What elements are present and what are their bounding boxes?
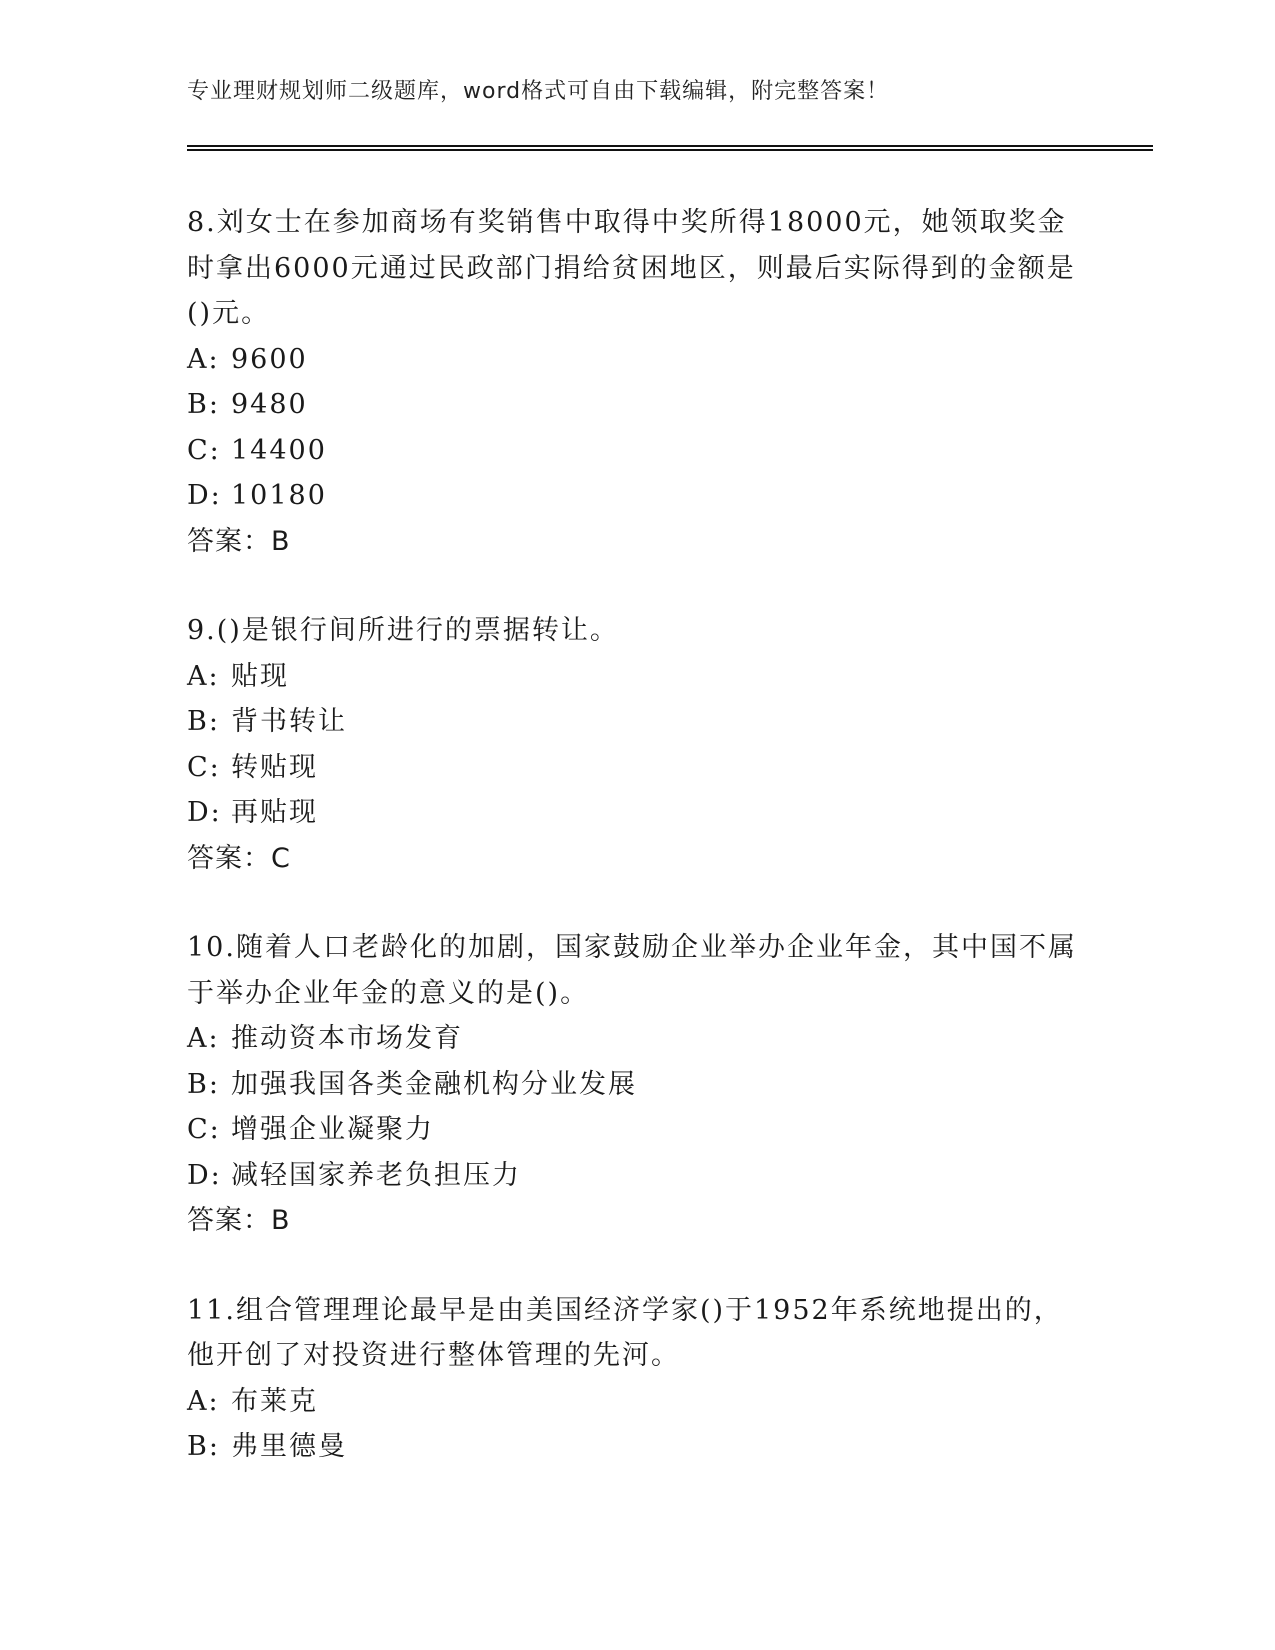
option-text: 9600	[231, 343, 308, 375]
option-label: D:	[187, 1159, 222, 1191]
option-b	[187, 1424, 1087, 1470]
option-text: 贴现	[231, 660, 289, 692]
option-text: 推动资本市场发育	[231, 1023, 463, 1054]
answer-line: 答案：B	[187, 525, 291, 557]
option-label: C:	[187, 1114, 221, 1145]
option-label: B:	[187, 389, 220, 420]
answer-line: 答案：B	[187, 1205, 291, 1236]
option-b	[187, 699, 1087, 745]
option-a	[187, 1016, 1087, 1062]
option-text: 再贴现	[231, 797, 318, 828]
option-text: 布莱克	[231, 1385, 318, 1417]
option-label: A:	[187, 1385, 220, 1417]
option-d	[187, 790, 1087, 836]
option-a	[187, 654, 1087, 700]
option-c	[187, 745, 1087, 791]
option-text: 增强企业凝聚力	[231, 1114, 434, 1145]
answer-line: 答案：C	[187, 842, 291, 874]
option-label: B:	[187, 1068, 220, 1100]
option-label: A:	[187, 660, 220, 692]
option-text: 加强我国各类金融机构分业发展	[231, 1068, 637, 1100]
option-label: C:	[187, 751, 221, 783]
question-10	[187, 925, 1087, 1244]
option-b	[187, 382, 1087, 428]
option-d	[187, 1153, 1087, 1199]
question-list	[187, 200, 1087, 1514]
question-stem: 11.组合管理理论最早是由美国经济学家()于1952年系统地提出的，他开创了对投资进行整体管理的先河。	[187, 1294, 1063, 1371]
option-a	[187, 337, 1087, 383]
option-label: B:	[187, 1431, 220, 1462]
question-stem: 10.随着人口老龄化的加剧，国家鼓励企业举办企业年金，其中国不属于举办企业年金的意义的是()。	[187, 932, 1077, 1009]
option-c	[187, 428, 1087, 474]
page-header: 专业理财规划师二级题库，word格式可自由下载编辑，附完整答案！	[187, 79, 890, 104]
question-stem: 8.刘女士在参加商场有奖销售中取得中奖所得18000元，她领取奖金时拿出6000元通过民政部门捐给贫困地区，则最后实际得到的金额是()元。	[187, 207, 1076, 329]
option-label: D:	[187, 480, 222, 511]
option-text: 9480	[231, 389, 308, 420]
option-label: A:	[187, 1023, 220, 1054]
option-b	[187, 1062, 1087, 1108]
option-label: C:	[187, 434, 221, 466]
question-11	[187, 1288, 1087, 1470]
option-label: A:	[187, 343, 220, 375]
question-8	[187, 200, 1087, 564]
option-label: D:	[187, 797, 222, 828]
option-a	[187, 1379, 1087, 1425]
option-text: 10180	[231, 480, 327, 511]
option-label: B:	[187, 706, 220, 737]
option-text: 减轻国家养老负担压力	[231, 1159, 521, 1191]
option-text: 弗里德曼	[231, 1431, 347, 1462]
header-divider	[187, 145, 1153, 151]
question-9	[187, 608, 1087, 881]
question-stem: 9.()是银行间所进行的票据转让。	[187, 615, 619, 646]
option-text: 14400	[231, 434, 327, 466]
option-text: 转贴现	[231, 751, 318, 783]
option-text: 背书转让	[231, 706, 347, 737]
option-d	[187, 473, 1087, 519]
option-c	[187, 1107, 1087, 1153]
